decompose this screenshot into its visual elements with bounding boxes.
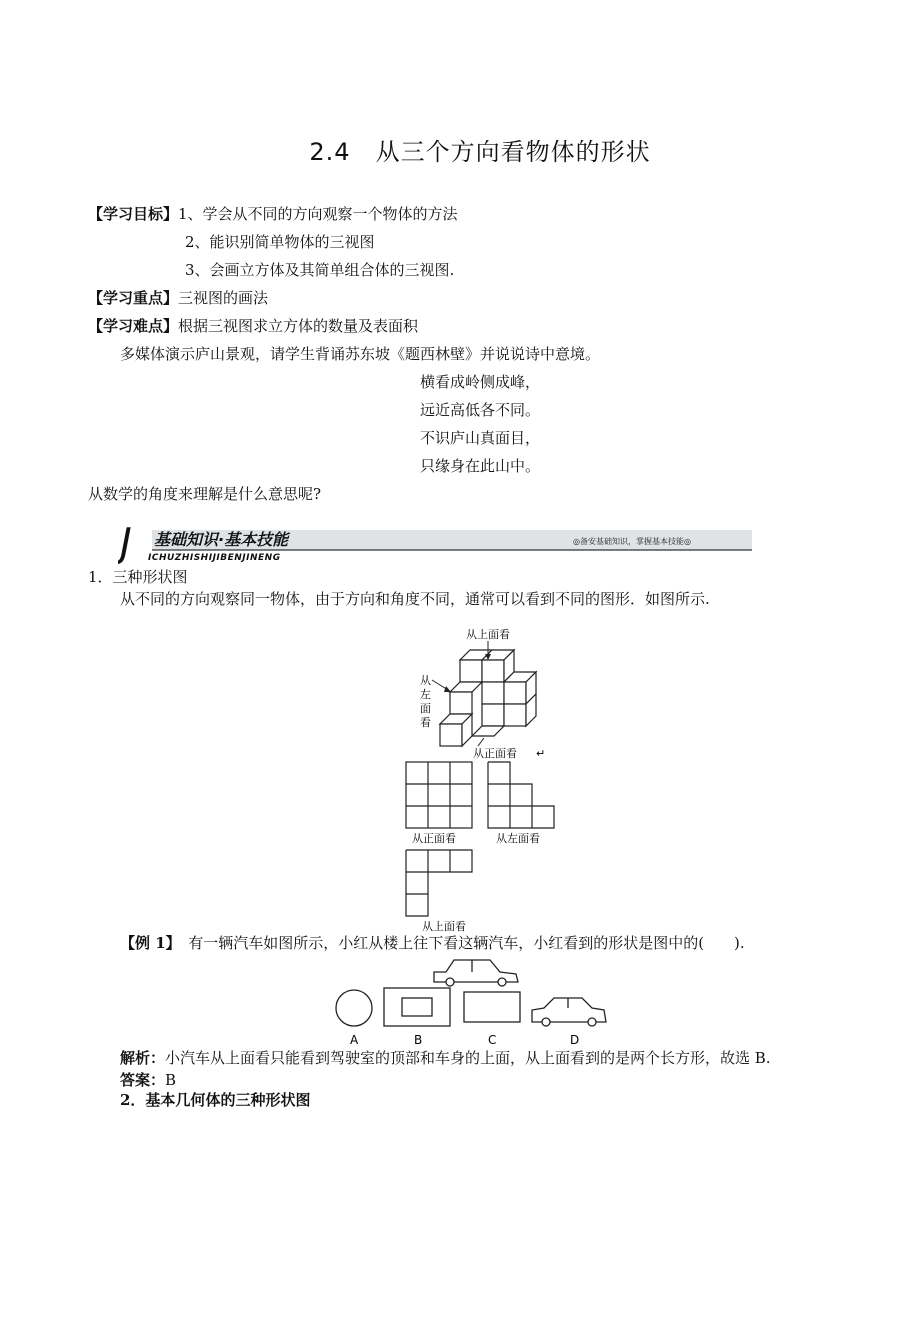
poem-line-1: 横看成岭侧成峰， <box>419 373 540 391</box>
intro-text: 多媒体演示庐山景观，请学生背诵苏东坡《题西林壁》并说说诗中意境。 <box>120 345 601 363</box>
front-view <box>406 762 472 828</box>
cube-face <box>482 704 504 726</box>
figure-left-label-4: 看 <box>420 716 431 729</box>
cube-face <box>482 682 504 704</box>
front-arrow <box>478 738 484 746</box>
top-view <box>406 850 472 916</box>
banner-subtitle: ICHUZHISHIJIBENJINENG <box>148 553 281 563</box>
left-view-outline <box>488 762 554 828</box>
example1-options-figure <box>330 952 630 1048</box>
option-d-label: D <box>570 1033 580 1047</box>
option-a-shape <box>336 990 372 1026</box>
question-text: 从数学的角度来理解是什么意思呢? <box>88 485 322 503</box>
difficulty-label: 【学习难点】 <box>88 317 179 335</box>
answer-text: B <box>165 1071 177 1089</box>
analysis-text: 小汽车从上面看只能看到驾驶室的顶部和车身的上面，从上面看到的是两个长方形，故选 B. <box>165 1049 771 1067</box>
answer <box>120 1069 176 1090</box>
car-wheel <box>446 978 454 986</box>
learning-goals <box>88 203 458 224</box>
cube-face <box>472 726 504 736</box>
cube-face <box>482 660 504 682</box>
goal-item-3: 3、会画立方体及其简单组合体的三视图. <box>185 261 455 279</box>
example1-text: 有一辆汽车如图所示，小红从楼上往下看这辆汽车，小红看到的形状是图中的( ). <box>188 934 745 952</box>
answer-label: 答案： <box>120 1071 166 1089</box>
left-view <box>488 762 554 828</box>
learning-focus <box>88 287 268 308</box>
front-view-outline <box>406 762 472 828</box>
page-title: 2.4 从三个方向看物体的形状 <box>309 138 651 166</box>
poem-line-3: 不识庐山真面目， <box>419 429 540 447</box>
banner-motto: ◎备安基础知识，掌握基本技能◎ <box>573 537 691 546</box>
goal-item-1: 1、学会从不同的方向观察一个物体的方法 <box>178 205 458 223</box>
caption-front-view: 从正面看 <box>412 832 456 845</box>
figure-left-label-1: 从 <box>420 674 431 687</box>
analysis <box>120 1047 771 1068</box>
poem-line-2: 远近高低各不同。 <box>419 401 540 419</box>
top-view-outline <box>406 850 472 916</box>
car-wheel <box>542 1018 550 1026</box>
cube-face <box>504 704 526 726</box>
caption-left-view: 从左面看 <box>496 832 540 845</box>
banner-title: 基础知识·基本技能 <box>154 530 289 549</box>
figure-top-label: 从上面看 <box>466 628 510 641</box>
option-c-label: C <box>488 1033 497 1047</box>
option-a-label: A <box>350 1033 359 1047</box>
learning-difficulty <box>88 315 418 336</box>
option-b-inner-rect <box>402 998 432 1016</box>
banner-big-letter: J <box>120 520 132 564</box>
car-reference <box>434 960 518 982</box>
cube-face <box>440 724 462 746</box>
option-b-outer-rect <box>384 988 450 1026</box>
section-banner <box>118 516 758 564</box>
figure-mark: ↵ <box>536 747 546 760</box>
cube-stack <box>440 650 536 746</box>
left-arrow-head <box>444 686 451 692</box>
example1 <box>120 932 745 953</box>
cube-face <box>450 692 472 714</box>
difficulty-text: 根据三视图求立方体的数量及表面积 <box>178 317 419 335</box>
focus-label: 【学习重点】 <box>88 289 179 307</box>
goals-label: 【学习目标】 <box>88 205 179 223</box>
focus-text: 三视图的画法 <box>178 289 269 307</box>
option-b-label: B <box>414 1033 423 1047</box>
option-c-shape <box>464 992 520 1022</box>
cube-face <box>460 660 482 682</box>
car-wheel <box>498 978 506 986</box>
example1-label: 【例 1】 <box>120 934 174 952</box>
section1-text: 从不同的方向观察同一物体，由于方向和角度不同，通常可以看到不同的图形．如图所示. <box>120 590 710 608</box>
figure-front-label: 从正面看 <box>473 747 517 760</box>
poem-line-4: 只缘身在此山中。 <box>419 457 540 475</box>
car-wheel <box>588 1018 596 1026</box>
caption-top-view: 从上面看 <box>422 920 466 933</box>
analysis-label: 解析： <box>120 1049 166 1067</box>
goal-item-2: 2、能识别简单物体的三视图 <box>185 233 375 251</box>
three-views-figure <box>396 620 576 936</box>
cube-face <box>450 682 482 692</box>
cube-face <box>504 682 526 704</box>
section1-heading: 1．三种形状图 <box>88 568 188 586</box>
figure-left-label-2: 左 <box>420 688 431 701</box>
section2-heading: 2．基本几何体的三种形状图 <box>120 1091 311 1109</box>
figure-left-label-3: 面 <box>420 702 431 715</box>
